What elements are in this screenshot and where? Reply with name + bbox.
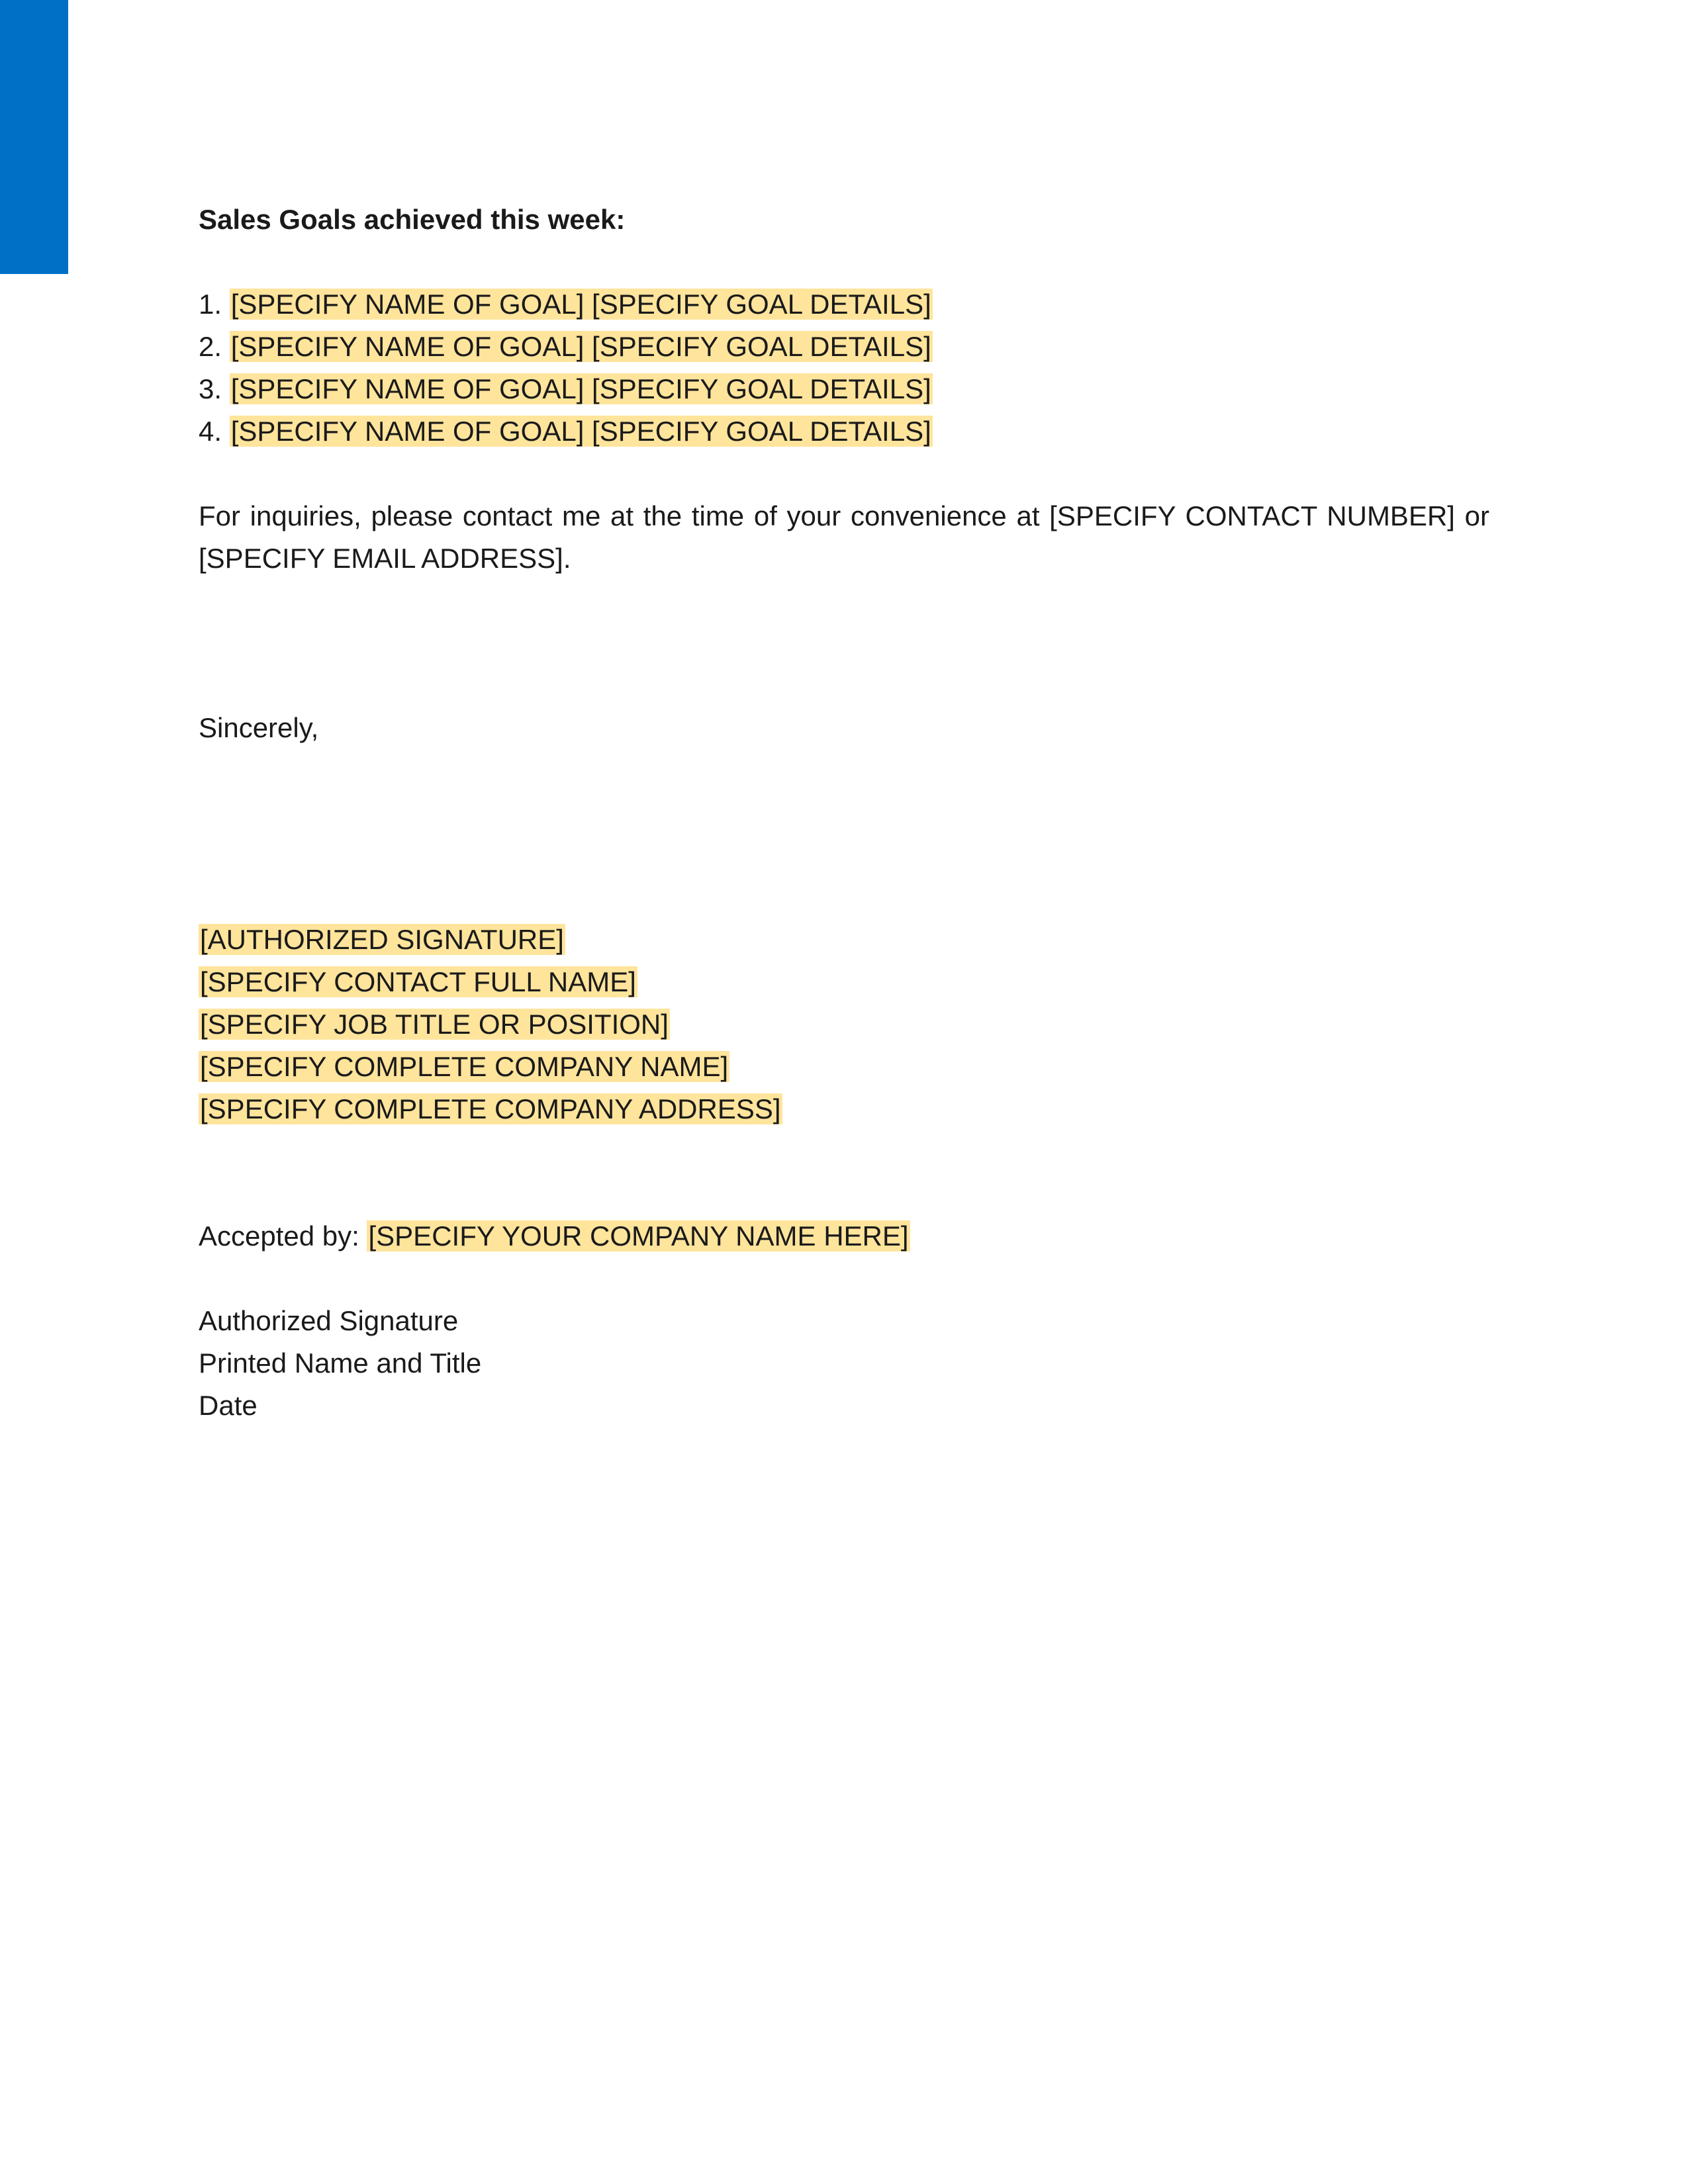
date-label: Date: [199, 1390, 258, 1421]
company-address-placeholder: [SPECIFY COMPLETE COMPANY ADDRESS]: [200, 1093, 781, 1124]
letter-body: [199, 199, 1489, 1427]
goal-item: [199, 283, 1489, 326]
goal-item: [199, 326, 1489, 368]
goal-number: 2.: [199, 331, 222, 362]
signature-block: [199, 919, 1489, 1130]
authorized-signature-placeholder: [AUTHORIZED SIGNATURE]: [200, 924, 564, 955]
goal-number: 3.: [199, 373, 222, 404]
accent-bar: [0, 0, 68, 274]
inquiry-paragraph: For inquiries, please contact me at the time of your convenience at [SPECIFY CONTACT NUMBER] or [SPECIFY EMAIL ADDRESS].: [199, 500, 1489, 574]
accepted-by-line: [199, 1215, 1489, 1257]
goal-placeholder: [SPECIFY NAME OF GOAL] [SPECIFY GOAL DETAILS]: [230, 331, 931, 362]
accepted-by-label: Accepted by:: [199, 1220, 359, 1251]
goal-item: [199, 410, 1489, 453]
goal-number: 1.: [199, 289, 222, 320]
goal-item: [199, 368, 1489, 410]
authorized-signature-label: Authorized Signature: [199, 1305, 459, 1336]
section-heading: Sales Goals achieved this week:: [199, 204, 626, 235]
goal-placeholder: [SPECIFY NAME OF GOAL] [SPECIFY GOAL DETAILS]: [230, 289, 931, 320]
goal-placeholder: [SPECIFY NAME OF GOAL] [SPECIFY GOAL DETAILS]: [230, 373, 931, 404]
job-title-placeholder: [SPECIFY JOB TITLE OR POSITION]: [200, 1009, 669, 1040]
acceptance-fields: [199, 1300, 1489, 1427]
goal-number: 4.: [199, 416, 222, 447]
accepted-by-company-placeholder: [SPECIFY YOUR COMPANY NAME HERE]: [368, 1220, 909, 1251]
closing: Sincerely,: [199, 712, 319, 743]
goal-placeholder: [SPECIFY NAME OF GOAL] [SPECIFY GOAL DETAILS]: [230, 416, 931, 447]
company-name-placeholder: [SPECIFY COMPLETE COMPANY NAME]: [200, 1051, 729, 1082]
contact-name-placeholder: [SPECIFY CONTACT FULL NAME]: [200, 966, 636, 997]
printed-name-title-label: Printed Name and Title: [199, 1347, 482, 1379]
goals-list: [199, 283, 1489, 453]
